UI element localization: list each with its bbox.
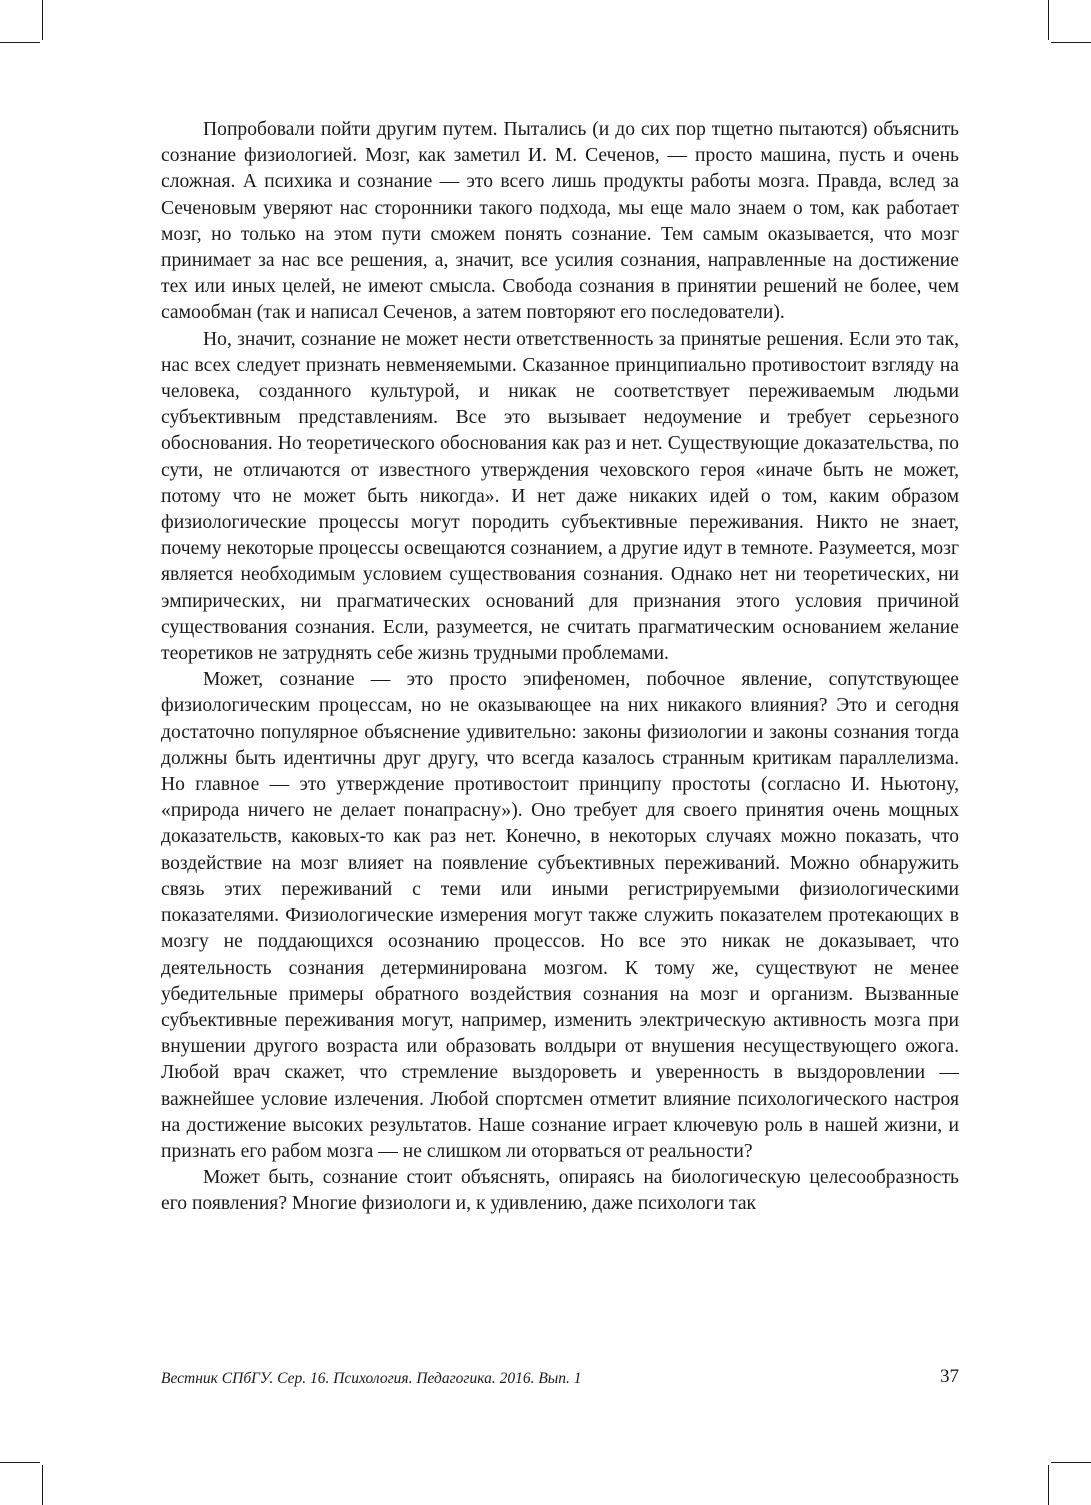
page-footer [161,1366,959,1392]
crop-mark-bottom-left-vertical [42,1465,43,1505]
paragraph-2: Но, значит, сознание не может нести ответственность за принятые решения. Если это так, нас всех следует признать невменяемыми. Сказанное принципиально противостоит взгляду на человека, созданного культурой, и никак не соответствует переживаемым людьми субъективным представлениям. Все это вызывает недоумение и требует серьезного обоснования. Но теоретического обоснования как раз и нет. Существующие доказательства, по сути, не отличаются от известного утверждения чеховского героя «иначе быть не может, потому что не может быть никогда». И нет даже никаких идей о том, каким образом физиологические процессы могут породить субъективные переживания. Никто не знает, почему некоторые процессы освещаются сознанием, а другие идут в темноте. Разумеется, мозг является необходимым условием существования сознания. Однако нет ни теоретических, ни эмпирических, ни прагматических оснований для признания этого условия причиной существования сознания. Если, разумеется, не считать прагматическим основанием желание теоретиков не затруднять себе жизнь трудными проблемами. [161,328,959,665]
paragraph-4: Может быть, сознание стоит объяснять, опираясь на биологическую целесообразность его появления? Многие физиологи и, к удивлению, даже психологи так [161,1167,959,1215]
crop-mark-top-right-horizontal [1051,42,1091,43]
crop-mark-bottom-left-horizontal [0,1462,40,1463]
journal-citation: Вестник СПбГУ. Сер. 16. Психология. Педагогика. 2016. Вып. 1 [161,1370,582,1387]
crop-mark-bottom-right-horizontal [1051,1462,1091,1463]
article-body [161,117,959,1218]
crop-mark-bottom-right-vertical [1048,1465,1049,1505]
crop-mark-top-left-horizontal [0,42,40,43]
paragraph-3: Может, сознание — это просто эпифеномен, побочное явление, сопутствующее физиологическим процессам, но не оказывающее на них никакого влияния? Это и сегодня достаточно популярное объяснение удивительно: законы физиологии и законы сознания тогда должны быть идентичны друг другу, что всегда казалось странным критикам параллелизма. Но главное — это утверждение противостоит принципу простоты (согласно И. Ньютону, «природа ничего не делает понапрасну»). Оно требует для своего принятия очень мощных доказательств, каковых-то как раз нет. Конечно, в некоторых случаях можно показать, что воздействие на мозг влияет на появление субъективных переживаний. Можно обнаружить связь этих переживаний с теми или иными регистрируемыми физиологическими показателями. Физиологические измерения могут также служить показателем протекающих в мозгу не поддающихся осознанию процессов. Но все это никак не доказывает, что деятельность сознания детерминирована мозгом. К тому же, существуют не менее убедительные примеры обратного воздействия сознания на мозг и организм. Вызванные субъективные переживания могут, например, изменить электрическую активность мозга при внушении другого возраста или образовать волдыри от внушения несуществующего ожога. Любой врач скажет, что стремление выздороветь и уверенность в выздоровлении — важнейшее условие излечения. Любой спортсмен отметит влияние психологического настроя на достижение высоких результатов. Наше сознание играет ключевую роль в нашей жизни, и признать его рабом мозга — не слишком ли оторваться от реальности? [161,669,959,1162]
crop-mark-top-left-vertical [42,0,43,40]
page-number: 37 [940,1366,959,1387]
crop-mark-top-right-vertical [1048,0,1049,40]
paragraph-1: Попробовали пойти другим путем. Пытались (и до сих пор тщетно пытаются) объяснить сознание физиологией. Мозг, как заметил И. М. Сеченов, — просто машина, пусть и очень сложная. А психика и сознание — это всего лишь продукты работы мозга. Правда, вслед за Сеченовым уверяют нас сторонники такого подхода, мы еще мало знаем о том, как работает мозг, но только на этом пути сможем понять сознание. Тем самым оказывается, что мозг принимает за нас все решения, а, значит, все усилия сознания, направленные на достижение тех или иных целей, не имеют смысла. Свобода сознания в принятии решений не более, чем самообман (так и написал Сеченов, а затем повторяют его последователи). [161,119,959,324]
